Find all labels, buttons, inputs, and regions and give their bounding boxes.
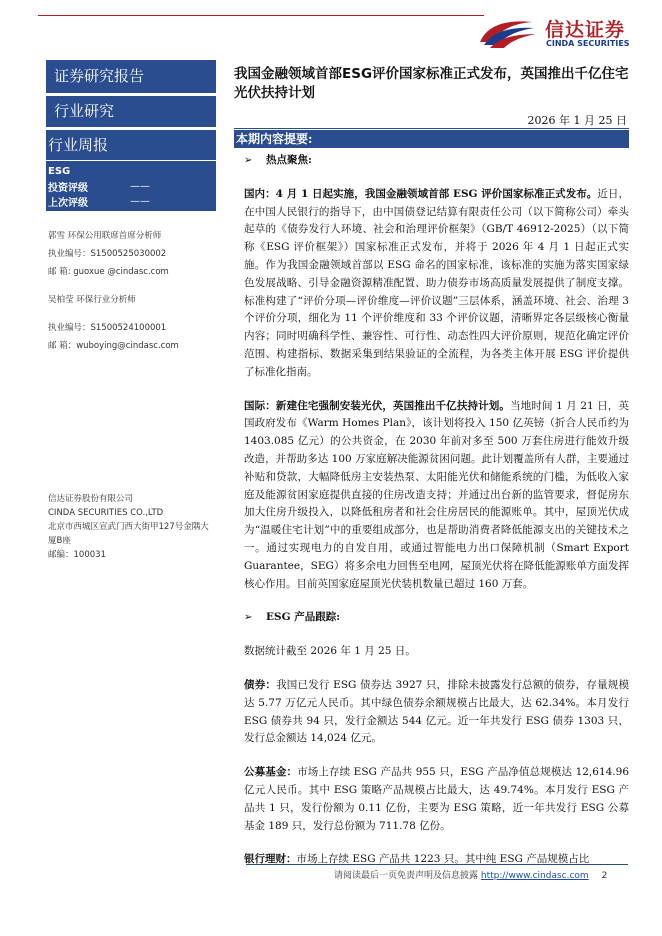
brand-name: 信达证券 [545,19,626,41]
rating-panel [46,161,216,211]
paragraph-funds [244,764,629,835]
sidebar [46,60,216,577]
analyst-1-email[interactable]: 邮 箱: guoxue @cindasc.com [48,267,169,277]
paragraph-domestic [244,186,629,382]
report-date: 2026 年 1 月 25 日 [527,114,627,127]
company-address: 北京市西城区宣武门西大街甲127号金隅大厦B座 [48,522,209,546]
wm-text: 市场上存续 ESG 产品共 1223 只。其中纯 ESG 产品规模占比 [296,853,590,866]
footer [334,868,607,881]
wm-lead: 银行理财： [244,853,297,866]
bonds-lead: 债券： [244,678,277,691]
section-product [244,609,629,627]
footer-link[interactable]: http://www.cindasc.com [480,871,589,881]
esg-label: ESG [48,166,71,177]
sidebar-report-kind: 行业周报 [46,130,216,161]
domestic-lead: 国内：4 月 1 日起实施，我国金融领域首部 ESG 评价国家标准正式发布。 [244,187,598,200]
paragraph-international [244,398,629,594]
analyst-2-email[interactable]: 邮 箱：wuboying@cindasc.com [48,341,179,351]
header-rule [38,15,484,16]
footer-rule [246,864,628,865]
rating-label: 投资评级 [48,183,88,194]
paragraph-wealth-mgmt [244,851,629,869]
company-name-en: CINDA SECURITIES CO.,LTD [48,508,164,518]
arrow-right-icon: ➢ [244,155,253,166]
paragraph-bonds [244,677,629,748]
section-product-title: ESG 产品跟踪: [266,611,341,624]
rating-value: —— [130,181,150,192]
footer-disclaimer: 请阅读最后一页免责声明及信息披露 [334,871,479,881]
page-title: 我国金融领域首部ESG评价国家标准正式发布，英国推出千亿住宅光伏扶持计划 [234,66,629,101]
prev-rating-value: —— [130,196,150,207]
section-hot [244,152,629,170]
analyst-1-title: 郭雪 环保公用联席首席分析师 [48,231,162,241]
funds-text: 市场上存续 ESG 产品共 955 只，ESG 产品净值总规模达 12,614.96 亿元人民币。其中 ESG 策略产品规模占比最大，达 49.74%。本月发行 ESG 产品共 1 只，发行份额为 0.11 亿份，主要为 ESG 策略，近一年共发行 ESG 公募基金 189 只，发行总份额为 711.78 亿份。 [244,766,630,832]
summary-header: 本期内容提要: [234,130,629,148]
section-hot-title: 热点聚焦: [266,154,312,166]
analyst-2-title: 吴柏莹 环保行业分析师 [48,295,136,305]
company-info [46,492,216,562]
intl-text: 当地时间 1 月 21 日，英国政府发布《Warm Homes Plan》，该计划将投入 150 亿英镑（折合人民币约为 1403.085 亿元）的公共资金，在 2030 年前对多至 500 万套住房进行能效升级改造，并帮助多达 100 万家庭解决能源贫困问题。此计划覆盖所有人群，主要通过补贴和贷款，大幅降低房主安装热泵、太阳能光伏和储能系统的门槛，为低收入家庭及能源贫困家庭提供直接的住房改造支持；并通过出台新的监管要求，督促房东加大住房升级投入，以降低租房者和社会住房居民的能源账单。其中，屋顶光伏成为“温暖住宅计划”中的重要组成部分，也是帮助消费者降低能源支出的关键技术之一。通过实现电力的自发自用，或通过智能电力出口保障机制（Smart Export Guarantee，SEG）将多余电力回售至电网，屋顶光伏将在降低能源账单方面发挥核心作用。目前英国家庭屋顶光伏装机数量已超过 160 万套。 [244,399,629,590]
funds-lead: 公募基金： [244,766,298,779]
bonds-text: 我国已发行 ESG 债券达 3927 只，排除未披露发行总额的债券，存量规模达 5.77 万亿元人民币。其中绿色债券余额规模占比最大，达 62.34%。本月发行 ESG 债券共 94 只，发行金额达 544 亿元。近一年共发行 ESG 债券 1303 只，发行总金额达 14,024 亿元。 [244,678,629,745]
analyst-1-id: 执业编号：S1500525030002 [48,249,167,259]
analyst-2-id: 执业编号：S1500524100001 [48,323,167,333]
report-body [244,152,629,885]
page-number: 2 [601,871,608,881]
brand-name-en: CINDA SECURITIES [546,39,630,48]
title-rule [234,128,629,129]
arrow-right-icon: ➢ [244,612,253,624]
cutoff-note: 数据统计截至 2026 年 1 月 25 日。 [244,645,416,658]
company-postcode: 邮编：100031 [48,550,106,560]
sidebar-research-type: 行业研究 [46,96,216,128]
prev-rating-label: 上次评级 [48,198,88,209]
domestic-text: 近日，在中国人民银行的指导下，由中国债登记结算有限责任公司（以下简称公司）牵头起草的《债券发行人环境、社会和治理评价框架》（GB/T 46912-2025）（以下简称《ESG 评价框架》）国家标准正式发布，并将于 2026 年 4 月 1 日起正式实施。作为我国金融领域首部以 ESG 命名的国家标准，该标准的实施为落实国家绿色发展战略、引导金融资源精准配置、助力债券市场高质量发展提供了制度支撑。标准构建了“评价分项—评价维度—评价议题”三层体系，涵盖环境、社会、治理 3 个评价分项，细化为 11 个评价维度和 33 个评价议题，清晰界定各层级核心衡量内容；同时明确科学性、兼容性、可行性、动态性四大评价原则，规范化确定评价范围、构建指标、数据采集到结果验证的全流程，为各类主体开展 ESG 评价提供了标准化指南。 [244,187,629,378]
sidebar-report-type: 证券研究报告 [46,60,216,94]
company-name-cn: 信达证券股份有限公司 [48,494,134,504]
intl-lead: 国际：新建住宅强制安装光伏，英国推出千亿扶持计划。 [244,399,511,412]
analyst-info [46,229,216,353]
